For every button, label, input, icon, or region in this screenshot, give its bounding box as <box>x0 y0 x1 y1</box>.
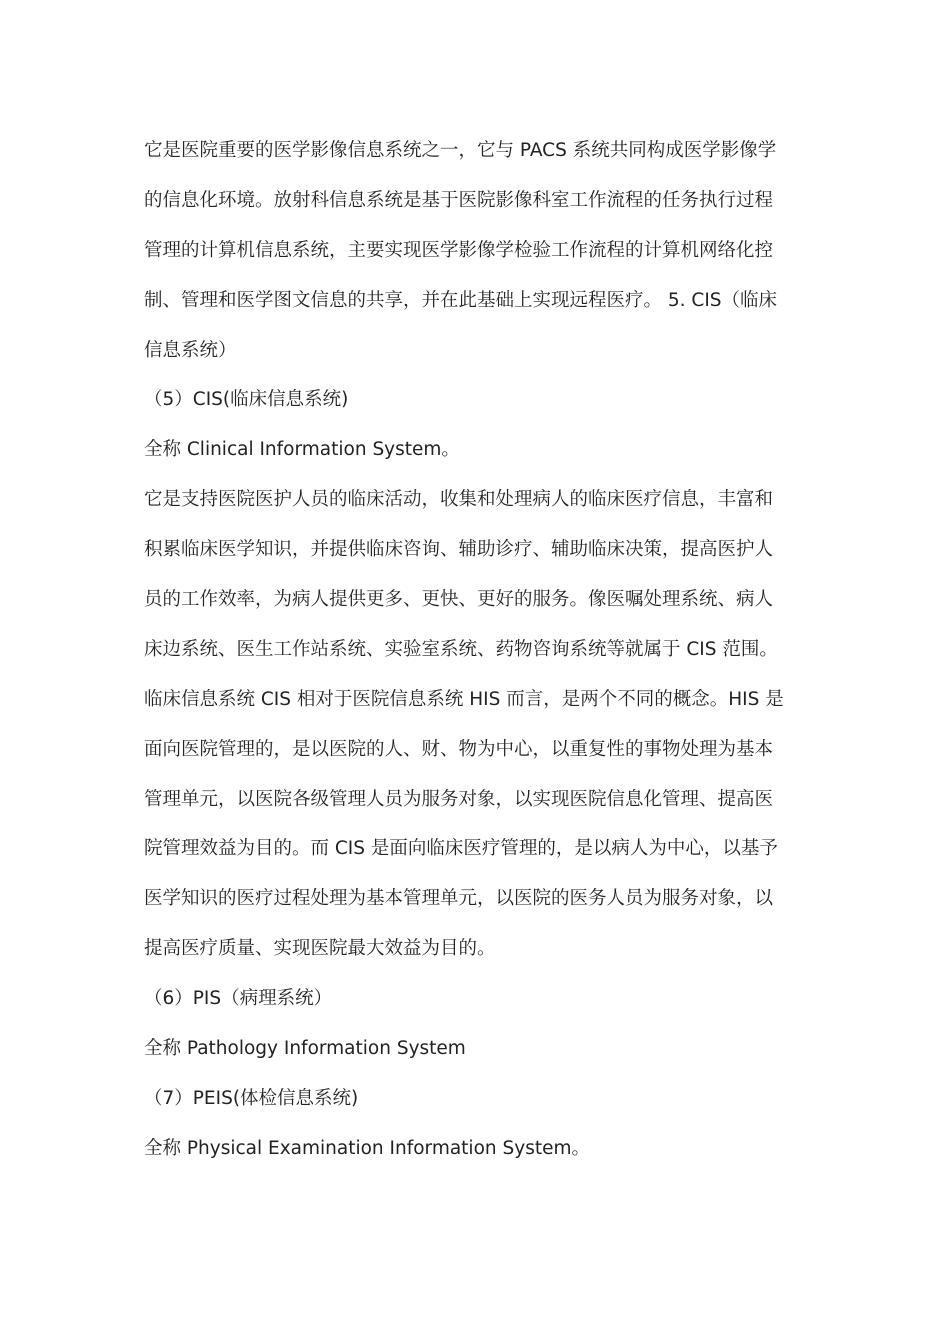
paragraph-line: 提高医疗质量、实现医院最大效益为目的。 <box>144 938 496 960</box>
section-heading: （5）CIS(临床信息系统) <box>144 389 349 411</box>
paragraph-line: 全称 Physical Examination Information System。 <box>144 1137 590 1159</box>
paragraph-line: 它是医院重要的医学影像信息系统之一，它与 PACS 系统共同构成医学影像学 <box>144 140 777 161</box>
paragraph-line: 全称 Clinical Information System。 <box>144 439 460 461</box>
paragraph-line: 制、管理和医学图文信息的共享，并在此基础上实现远程医疗。 5. CIS（临床 <box>144 289 778 311</box>
paragraph-line: 积累临床医学知识，并提供临床咨询、辅助诊疗、辅助临床决策，提高医护人 <box>144 539 774 561</box>
paragraph-line: 床边系统、医生工作站系统、实验室系统、药物咨询系统等就属于 CIS 范围。 <box>144 638 778 660</box>
paragraph-line: 员的工作效率，为病人提供更多、更快、更好的服务。像医嘱处理系统、病人 <box>144 589 774 611</box>
document-body <box>144 126 810 1174</box>
paragraph-line: 面向医院管理的，是以医院的人、财、物为中心，以重复性的事物处理为基本 <box>144 738 774 760</box>
paragraph-line: 管理的计算机信息系统，主要实现医学影像学检验工作流程的计算机网络化控 <box>144 239 774 261</box>
paragraph-line: 它是支持医院医护人员的临床活动，收集和处理病人的临床医疗信息，丰富和 <box>144 489 774 511</box>
section-heading: （6）PIS（病理系统） <box>144 988 333 1010</box>
paragraph-line: 院管理效益为目的。而 CIS 是面向临床医疗管理的，是以病人为中心，以基予 <box>144 838 778 860</box>
paragraph-line: 全称 Pathology Information System <box>144 1038 466 1060</box>
paragraph-line: 的信息化环境。放射科信息系统是基于医院影像科室工作流程的任务执行过程 <box>144 189 774 211</box>
paragraph-line: 管理单元，以医院各级管理人员为服务对象，以实现医院信息化管理、提高医 <box>144 788 774 810</box>
paragraph-line: 信息系统） <box>144 339 237 361</box>
section-heading: （7）PEIS(体检信息系统) <box>144 1087 359 1109</box>
paragraph-line: 临床信息系统 CIS 相对于医院信息系统 HIS 而言，是两个不同的概念。HIS 是 <box>144 688 784 710</box>
paragraph-line: 医学知识的医疗过程处理为基本管理单元，以医院的医务人员为服务对象，以 <box>144 888 774 910</box>
